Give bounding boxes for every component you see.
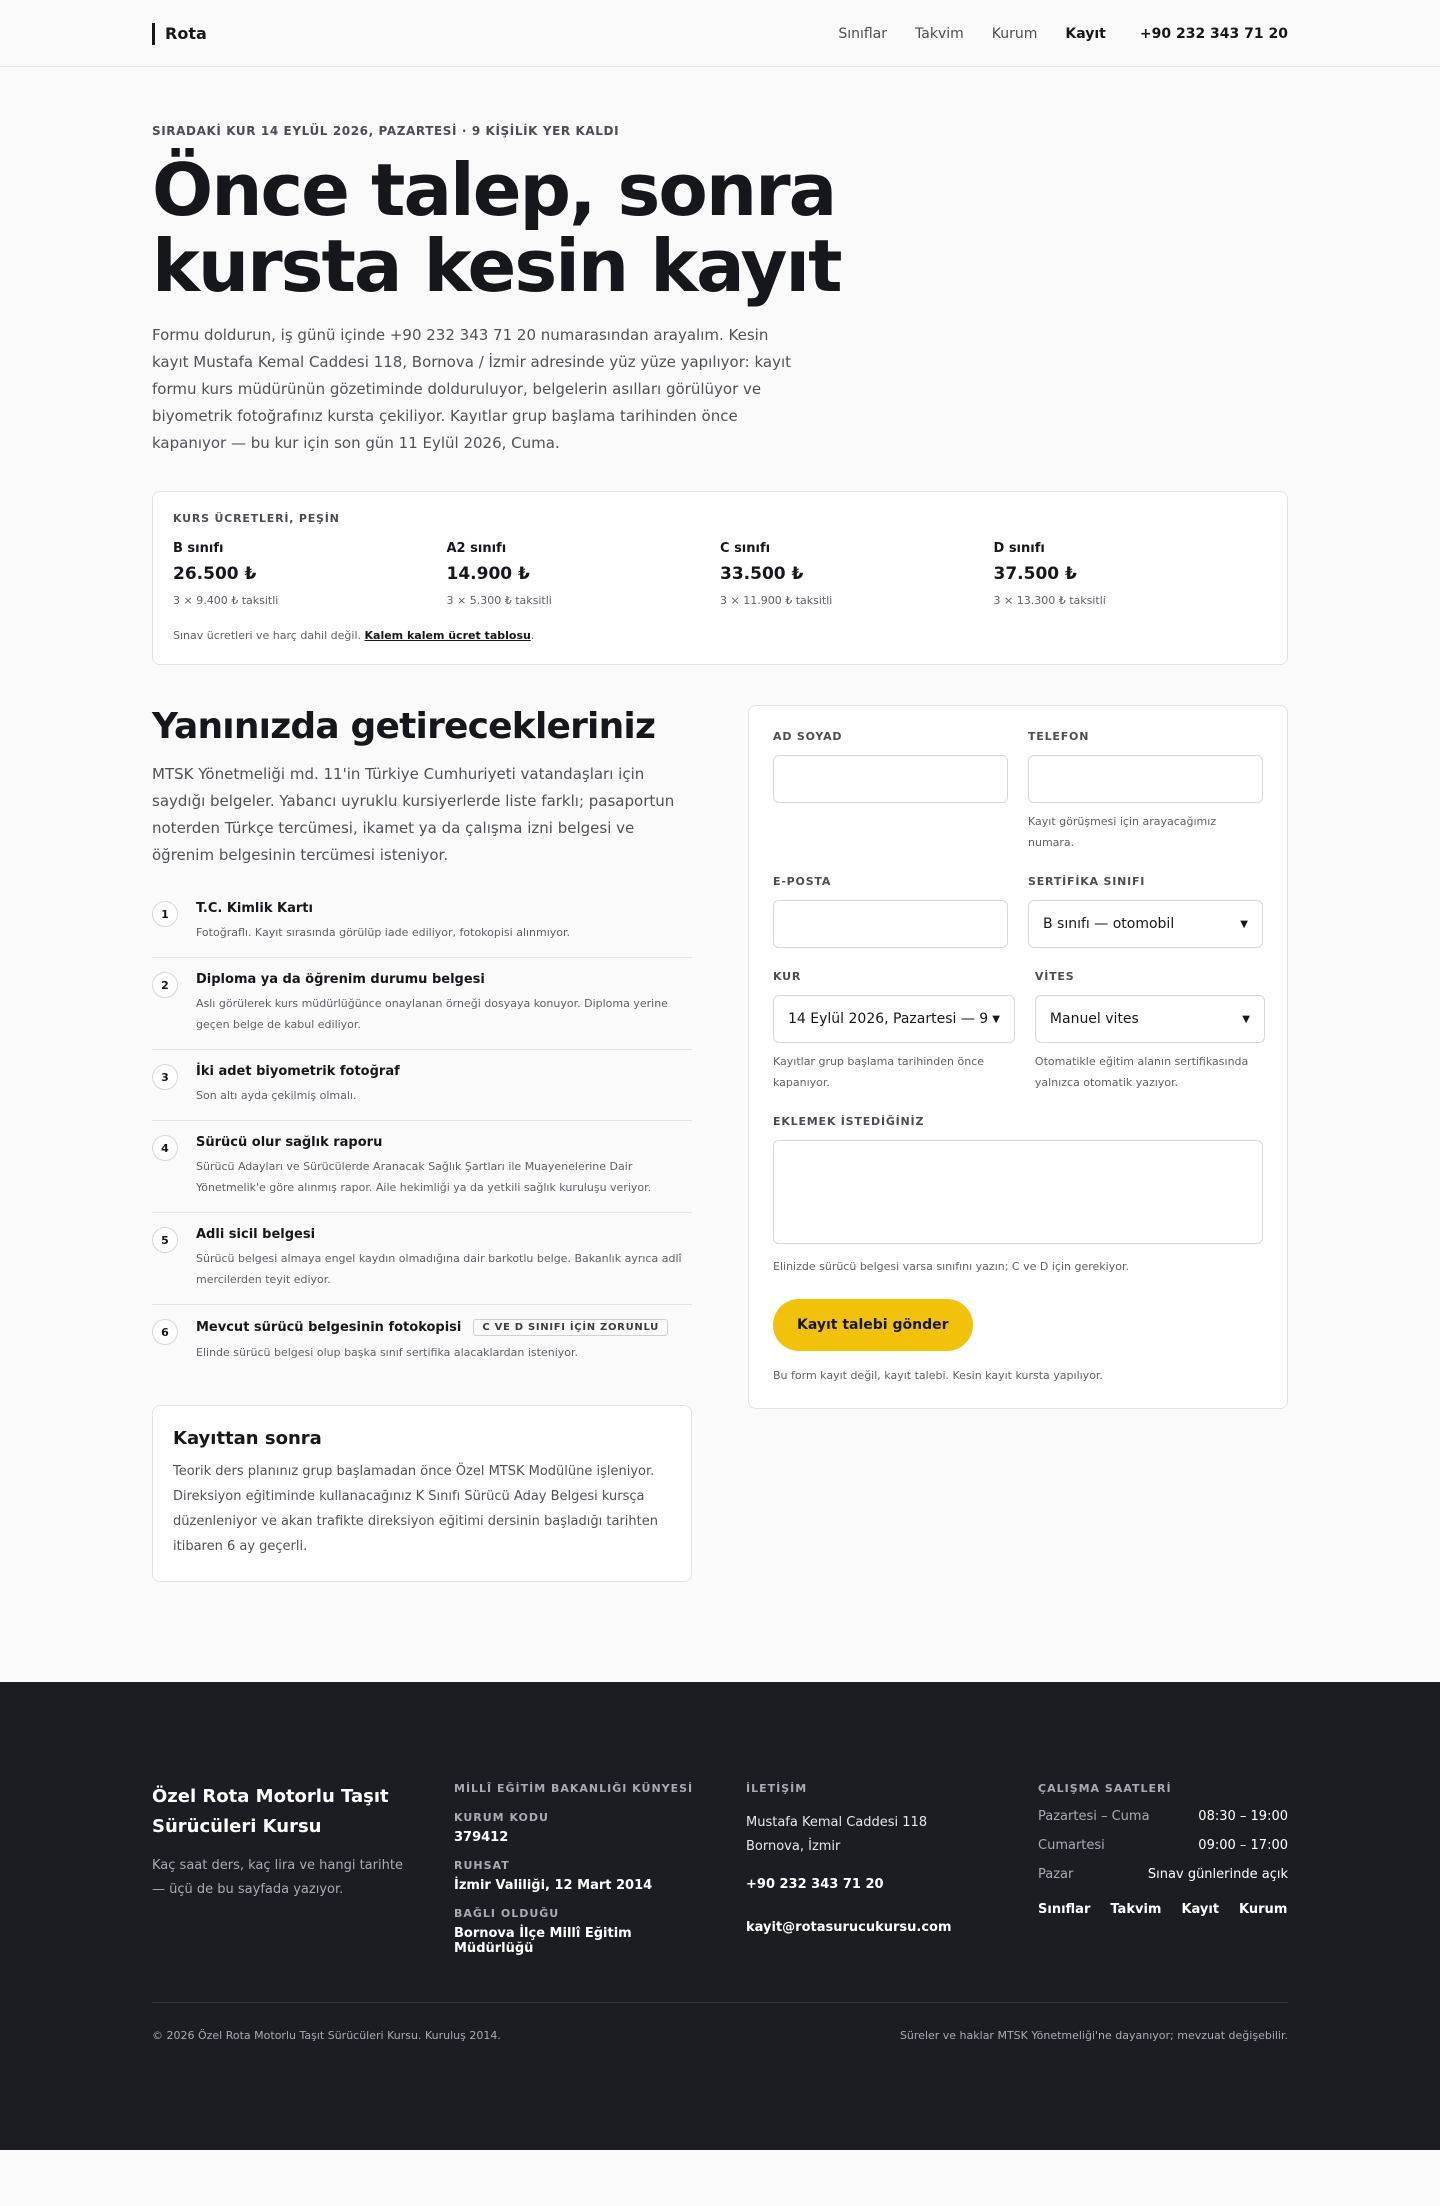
fees-card [152, 491, 1288, 665]
footer-link-kayit[interactable]: Kayıt [1181, 1902, 1220, 1917]
fee-installment: 3 × 5.300 ₺ taksitli [446, 594, 552, 607]
list-item [152, 1213, 692, 1305]
fee-class: C sınıfı [720, 541, 771, 556]
term-select[interactable] [773, 995, 1015, 1043]
doc-title: Adli sicil belgesi [196, 1227, 316, 1242]
doc-title: Sürücü olur sağlık raporu [196, 1135, 383, 1150]
fee-item-b [173, 541, 447, 607]
doc-desc: Elinde sürücü belgesi olup başka sınıf sertifika alacaklardan isteniyor. [196, 1346, 579, 1359]
hours-row [1038, 1867, 1288, 1882]
footer-email-link[interactable]: kayit@rotasurucukursu.com [746, 1920, 952, 1935]
chevron-down-icon: ▼ [1240, 918, 1248, 930]
fee-class: B sınıfı [173, 541, 224, 556]
hero-section [152, 67, 1288, 457]
note-label: EKLEMEK İSTEDİĞİNİZ [773, 1115, 925, 1128]
footer-tagline: Kaç saat ders, kaç lira ve hangi tarihte — üçü de bu sayfada yazıyor. [152, 1858, 403, 1897]
step-number: 5 [152, 1227, 178, 1253]
hours-table [1038, 1809, 1288, 1882]
footer-contact-col [746, 1782, 996, 1956]
hero-eyebrow: SIRADAKİ KUR 14 EYLÜL 2026, PAZARTESİ · 9 KİŞİLİK YER KALDI [152, 124, 620, 138]
footer-link-siniflar[interactable]: Sınıflar [1038, 1902, 1091, 1917]
hours-time: Sınav günlerinde açık [1147, 1867, 1288, 1882]
list-item [152, 1050, 692, 1121]
step-number: 2 [152, 972, 178, 998]
doc-desc: Sürücü belgesi almaya engel kaydın olmadığına dair barkotlu belge. Bakanlık ayrıca adlî mercilerden teyit ediyor. [196, 1252, 682, 1286]
footer-contact-head: İLETİŞİM [746, 1782, 808, 1795]
hours-row [1038, 1809, 1288, 1824]
brand-bar-icon [152, 23, 155, 45]
submit-button[interactable]: Kayıt talebi gönder [773, 1299, 973, 1351]
name-input[interactable] [773, 755, 1008, 803]
phone-input[interactable] [1028, 755, 1263, 803]
step-number: 6 [152, 1319, 178, 1345]
nav-phone-link[interactable]: +90 232 343 71 20 [1139, 25, 1288, 42]
fee-installment: 3 × 9.400 ₺ taksitli [173, 594, 279, 607]
gear-hint: Otomatikle eğitim alanın sertifikasında yalnızca otomatik yazıyor. [1034, 1055, 1249, 1089]
gear-label: VİTES [1034, 970, 1075, 983]
hours-time: 08:30 – 19:00 [1198, 1809, 1288, 1824]
doc-title: Mevcut sürücü belgesinin fotokopisi [196, 1320, 462, 1335]
doc-title: İki adet biyometrik fotoğraf [196, 1064, 400, 1079]
form-footnote: Bu form kayıt değil, kayıt talebi. Kesin kayıt kursta yapılıyor. [773, 1369, 1103, 1382]
footer-legal: Süreler ve haklar MTSK Yönetmeliği'ne dayanıyor; mevzuat değişebilir. [899, 2029, 1288, 2042]
fee-price: 14.900 ₺ [446, 564, 530, 584]
nav-item-siniflar[interactable]: Sınıflar [838, 25, 888, 42]
footer-divider [152, 2002, 1288, 2003]
footer-dept-value: Bornova İlçe Millî Eğitim Müdürlüğü [454, 1926, 632, 1956]
footer-hours-head: ÇALIŞMA SAATLERİ [1038, 1782, 1172, 1795]
fee-class: A2 sınıfı [446, 541, 507, 556]
fee-price: 37.500 ₺ [993, 564, 1077, 584]
list-item [152, 887, 692, 958]
footer-license-label: RUHSAT [454, 1859, 510, 1872]
fees-label: KURS ÜCRETLERİ, PEŞİN [173, 512, 340, 525]
after-text: Teorik ders planınız grup başlamadan önce Özel MTSK Modülüne işleniyor. Direksiyon eğitiminde kullanacağınız K Sınıfı Sürücü Aday Belgesi kursça düzenleniyor ve akan trafikte direksiyon eğitimi dersinin başladığı tarihten itibaren 6 ay geçerli. [173, 1464, 658, 1554]
documents-column [152, 705, 692, 1582]
fee-item-a2 [447, 541, 721, 607]
footer-phone-link[interactable]: +90 232 343 71 20 [746, 1877, 884, 1892]
name-label: AD SOYAD [773, 730, 843, 743]
doc-title: Diploma ya da öğrenim durumu belgesi [196, 972, 485, 987]
brand-logo[interactable] [152, 23, 207, 45]
registration-form [748, 705, 1288, 1409]
footer-link-kurum[interactable]: Kurum [1239, 1902, 1288, 1917]
step-number: 3 [152, 1064, 178, 1090]
doc-desc: Son altı ayda çekilmiş olmalı. [196, 1089, 357, 1102]
hours-day: Pazartesi – Cuma [1038, 1809, 1150, 1824]
footer-code-label: KURUM KODU [454, 1811, 549, 1824]
term-select-value: 14 Eylül 2026, Pazartesi — 9 [788, 1011, 989, 1027]
doc-title: T.C. Kimlik Kartı [196, 901, 313, 916]
class-select-value: B sınıfı — otomobil [1043, 916, 1175, 932]
main-section [152, 705, 1288, 1582]
footer-links [1038, 1902, 1288, 1917]
main-nav [838, 26, 1288, 42]
nav-item-takvim[interactable]: Takvim [915, 25, 964, 42]
chevron-down-icon: ▼ [992, 1013, 1000, 1025]
footer-hours-col [1038, 1782, 1288, 1956]
term-hint: Kayıtlar grup başlama tarihinden önce kapanıyor. [773, 1055, 984, 1089]
brand-name: Rota [165, 24, 207, 43]
hours-day: Pazar [1038, 1867, 1074, 1882]
gear-select[interactable] [1035, 995, 1265, 1043]
class-label: SERTİFİKA SINIFI [1028, 875, 1146, 888]
list-item [152, 1305, 692, 1377]
doc-desc: Fotoğraflı. Kayıt sırasında görülüp iade ediliyor, fotokopisi alınmıyor. [196, 926, 571, 939]
after-title: Kayıttan sonra [173, 1428, 322, 1449]
fee-class: D sınıfı [993, 541, 1045, 556]
form-column [748, 705, 1288, 1582]
documents-intro: MTSK Yönetmeliği md. 11'in Türkiye Cumhuriyeti vatandaşları için saydığı belgeler. Yabancı uyruklu kursiyerlerde liste farklı; pasaportun noterden Türkçe tercümesi, ikamet ya da çalışma izni belgesi ve öğrenim belgesinin tercümesi isteniyor. [152, 765, 675, 864]
after-registration-card [152, 1405, 692, 1582]
documents-title: Yanınızda getirecekleriniz [152, 706, 656, 747]
email-label: E-POSTA [773, 875, 832, 888]
doc-desc: Aslı görülerek kurs müdürlüğünce onaylanan örneği dosyaya konuyor. Diploma yerine geçen belge de kabul ediliyor. [196, 997, 668, 1031]
note-textarea[interactable] [773, 1140, 1263, 1244]
documents-list [152, 887, 692, 1377]
hours-day: Cumartesi [1038, 1838, 1105, 1853]
nav-item-kurum[interactable]: Kurum [991, 25, 1038, 42]
phone-label: TELEFON [1028, 730, 1090, 743]
footer-license-value: İzmir Valiliği, 12 Mart 2014 [454, 1878, 653, 1893]
footer-link-takvim[interactable]: Takvim [1110, 1902, 1162, 1917]
fee-table-link[interactable]: Kalem kalem ücret tablosu [364, 629, 531, 642]
footer-copyright: © 2026 Özel Rota Motorlu Taşıt Sürücüleri Kursu. Kuruluş 2014. [152, 2029, 501, 2042]
footer-meb-col [454, 1782, 704, 1956]
class-select[interactable] [1028, 900, 1263, 948]
fee-installment: 3 × 13.300 ₺ taksitli [993, 594, 1106, 607]
footer-brand-col [152, 1782, 412, 1956]
fee-price: 33.500 ₺ [720, 564, 804, 584]
footer-address: Mustafa Kemal Caddesi 118 Bornova, İzmir [746, 1815, 928, 1854]
gear-select-value: Manuel vites [1049, 1011, 1139, 1027]
required-badge: C VE D SINIFI İÇİN ZORUNLU [473, 1319, 668, 1336]
step-number: 4 [152, 1135, 178, 1161]
footer-meb-head: MİLLÎ EĞİTİM BAKANLIĞI KÜNYESİ [454, 1782, 694, 1795]
footer-code-value: 379412 [454, 1830, 509, 1845]
note-hint: Elinizde sürücü belgesi varsa sınıfını yazın; C ve D için gerekiyor. [773, 1260, 1129, 1273]
site-footer [0, 1682, 1440, 2150]
fees-note-text: Sınav ücretleri ve harç dahil değil. [173, 629, 361, 642]
nav-item-kayit[interactable]: Kayıt [1065, 25, 1106, 42]
fees-note: Sınav ücretleri ve harç dahil değil. Kalem kalem ücret tablosu. [173, 629, 535, 642]
doc-desc: Sürücü Adayları ve Sürücülerde Aranacak Sağlık Şartları ile Muayenelerine Dair Yönetmelik'e göre alınmış rapor. Aile hekimliği ya da yetkili sağlık kuruluşu veriyor. [196, 1160, 652, 1194]
list-item [152, 958, 692, 1050]
list-item [152, 1121, 692, 1213]
fee-item-c [720, 541, 994, 607]
footer-dept-label: BAĞLI OLDUĞU [454, 1907, 560, 1920]
term-label: KUR [773, 970, 802, 983]
fee-item-d [994, 541, 1268, 607]
hero-lead: Formu doldurun, iş günü içinde +90 232 343 71 20 numarasından arayalım. Kesin kayıt Mustafa Kemal Caddesi 118, Bornova / İzmir adresinde yüz yüze yapılıyor: kayıt formu kurs müdürünün gözetiminde dolduruluyor, belgelerin asılları görülüyor ve biyometrik fotoğrafınız kursta çekiliyor. Kayıtlar grup başlama tarihinden önce kapanıyor — bu kur için son gün 11 Eylül 2026, Cuma. [152, 326, 792, 452]
page-title: Önce talep, sonra kursta kesin kayıt [152, 148, 841, 308]
fees-grid [173, 541, 1267, 607]
fee-installment: 3 × 11.900 ₺ taksitli [720, 594, 833, 607]
site-header [0, 0, 1440, 67]
hours-time: 09:00 – 17:00 [1198, 1838, 1288, 1853]
hours-row [1038, 1838, 1288, 1853]
fee-price: 26.500 ₺ [173, 564, 257, 584]
footer-brand: Özel Rota Motorlu Taşıt Sürücüleri Kursu [152, 1786, 389, 1837]
phone-hint: Kayıt görüşmesi için arayacağımız numara. [1028, 815, 1217, 849]
step-number: 1 [152, 901, 178, 927]
email-input[interactable] [773, 900, 1008, 948]
chevron-down-icon: ▼ [1242, 1013, 1250, 1025]
